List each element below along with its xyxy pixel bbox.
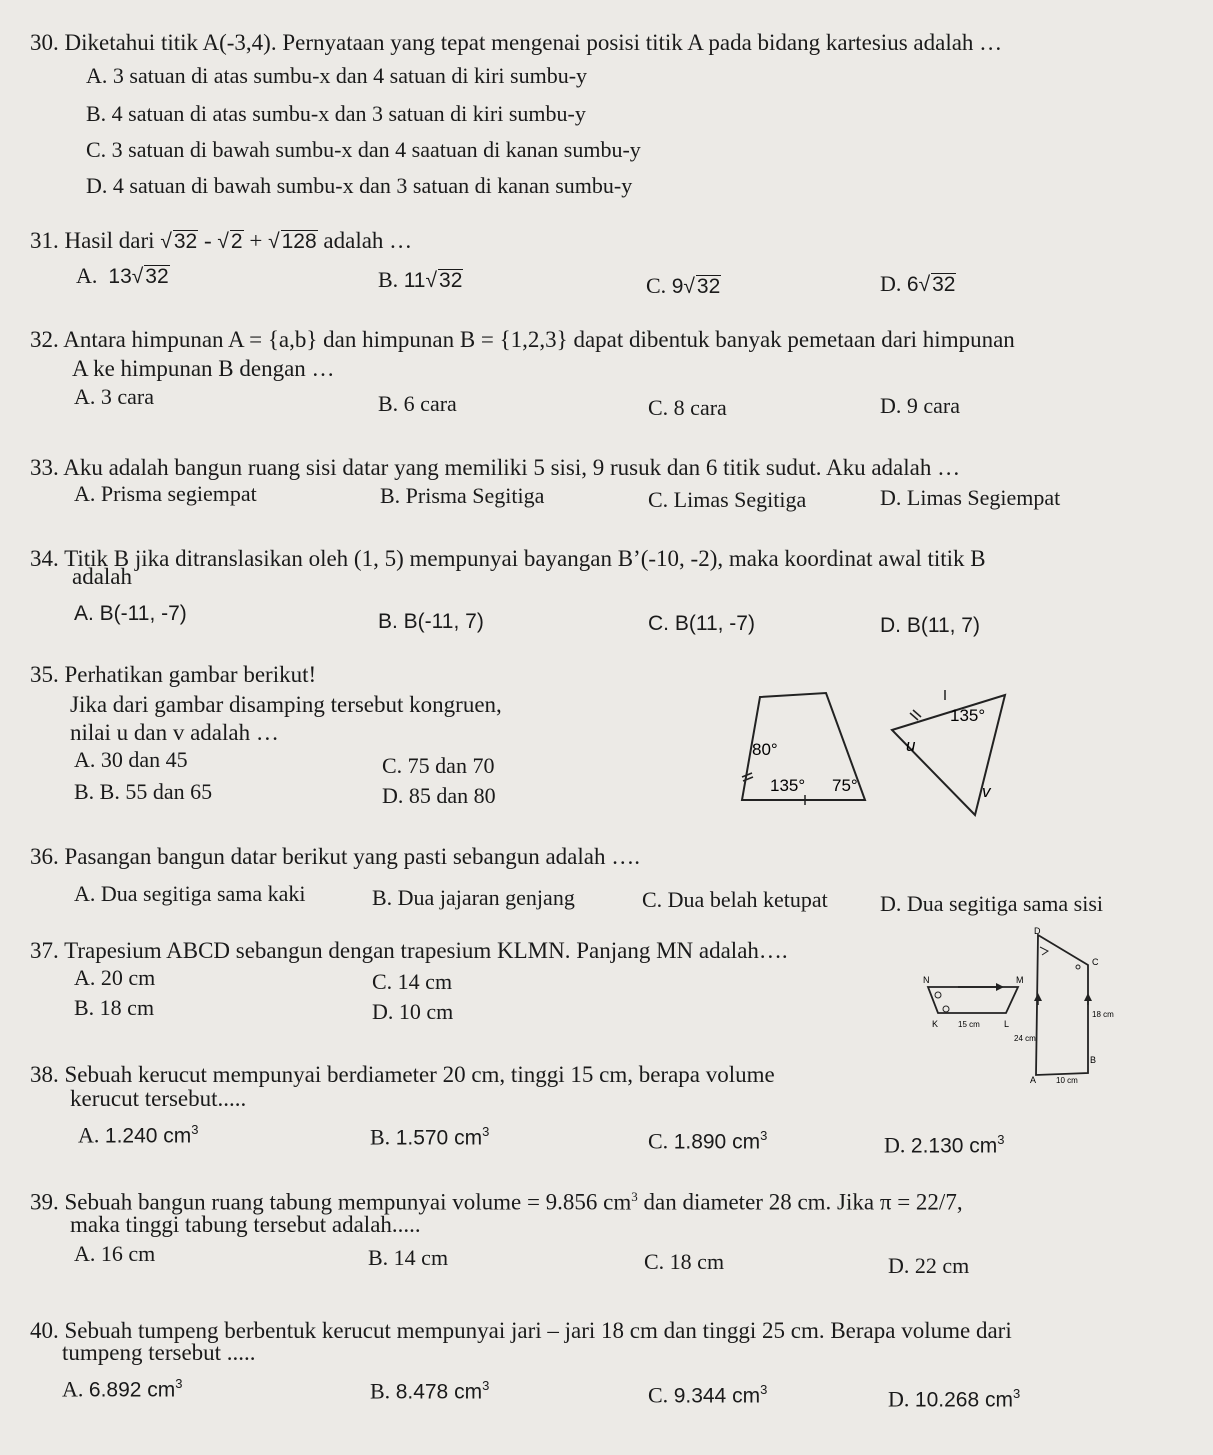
q38-line2: kerucut tersebut..... (70, 1086, 247, 1111)
q38-number: 38. (30, 1062, 59, 1087)
q38-option-c: C. 1.890 $cm^3$ (648, 1128, 768, 1154)
q39-option-c: C. 18 cm (644, 1249, 725, 1274)
q39-line1-a: Sebuah bangun ruang tabung mempunyai volume = 9.856 cm (64, 1189, 632, 1215)
q40-line1: Sebuah tumpeng berbentuk kerucut mempunyai jari – jari 18 cm dan tinggi 25 cm. Berapa volume dari (64, 1318, 1012, 1343)
q31-stem: 31. Hasil dari √32 - √2 + √128 adalah … (30, 228, 413, 253)
q37-trapezium-klmn (928, 987, 1018, 1013)
q35-label-80: 80° (752, 740, 778, 759)
q35-stem (30, 660, 316, 690)
q37-label-b: B (1090, 1055, 1097, 1065)
q31-op2: + (249, 228, 263, 253)
q36-option-c: C. Dua belah ketupat (642, 887, 828, 912)
q36-stem (30, 842, 640, 872)
q36-number: 36. (30, 844, 59, 869)
q31-term3: 128 (281, 230, 317, 253)
q33-option-c: C. Limas Segitiga (648, 487, 807, 512)
q32-option-a: A. 3 cara (74, 384, 155, 409)
q36-option-d: D. Dua segitiga sama sisi (880, 891, 1104, 916)
q31-suffix: adalah … (323, 228, 413, 253)
q30-option-a: A. 3 satuan di atas sumbu-x dan 4 satuan di kiri sumbu-y (86, 63, 588, 88)
q35-option-b: B. B. 55 dan 65 (74, 779, 213, 804)
q37-label-a: A (1030, 1075, 1037, 1085)
q33-option-d: D. Limas Segiempat (880, 485, 1061, 510)
q37-number: 37. (30, 938, 59, 963)
q34-option-c: C. B(11, -7) (648, 612, 755, 635)
q31-option-c: C. 9√32 (646, 273, 721, 298)
q39-option-a: A. 16 cm (74, 1241, 156, 1266)
q37-option-a: A. 20 cm (74, 965, 156, 990)
q32-option-b: B. 6 cara (378, 391, 457, 416)
q35-option-a: A. 30 dan 45 (74, 747, 188, 772)
q30-option-c: C. 3 satuan di bawah sumbu-x dan 4 saatuan di kanan sumbu-y (86, 137, 641, 162)
q34-option-b: B. B(-11, 7) (378, 610, 484, 633)
q30-option-b: B. 4 satuan di atas sumbu-x dan 3 satuan di kiri sumbu-y (86, 101, 586, 126)
q37-text: Trapesium ABCD sebangun dengan trapesium KLMN. Panjang MN adalah…. (64, 938, 788, 963)
q38-option-d: D. 2.130 $cm^3$ (884, 1132, 1005, 1158)
q32-stem (30, 325, 1015, 355)
q34-number: 34. (30, 546, 59, 571)
q33-text: Aku adalah bangun ruang sisi datar yang memiliki 5 sisi, 9 rusuk dan 6 titik sudut. Aku adalah … (63, 455, 961, 480)
q32-line1: Antara himpunan A = {a,b} dan himpunan B = {1,2,3} dapat dibentuk banyak pemetaan dari himpunan (63, 327, 1015, 352)
q35-text: Perhatikan gambar berikut! (64, 662, 317, 687)
q31-option-d: D. 6√32 (880, 271, 956, 296)
q34-stem (30, 544, 986, 574)
q37-stem (30, 936, 788, 966)
q38-line1: Sebuah kerucut mempunyai berdiameter 20 cm, tinggi 15 cm, berapa volume (64, 1062, 775, 1087)
q39-option-d: D. 22 cm (888, 1253, 970, 1278)
q35-label-75: 75° (832, 776, 858, 795)
q30-option-d: D. 4 satuan di bawah sumbu-x dan 3 satuan di kanan sumbu-y (86, 173, 633, 198)
q31-op1: - (203, 228, 212, 253)
q31-number: 31. (30, 228, 59, 253)
q37-label-ad: 24 cm (1014, 1034, 1036, 1043)
q32-number: 32. (30, 327, 59, 352)
q35-option-c: C. 75 dan 70 (382, 753, 495, 778)
q37-option-d: D. 10 cm (372, 999, 454, 1024)
q36-option-b: B. Dua jajaran genjang (372, 885, 575, 910)
q35-number: 35. (30, 662, 59, 687)
q33-number: 33. (30, 455, 59, 480)
q33-stem (30, 453, 960, 483)
q34-option-d: D. B(11, 7) (880, 614, 980, 637)
q37-label-ab: 10 cm (1056, 1076, 1078, 1085)
q31-option-a: A. 13√32 (76, 263, 169, 288)
q36-text: Pasangan bangun datar berikut yang pasti sebangun adalah …. (64, 844, 640, 869)
q35-label-135-left: 135° (770, 776, 806, 795)
q38-option-b: B. 1.570 $cm^3$ (370, 1124, 490, 1150)
q38-option-a: A. 1.240 $cm^3$ (78, 1122, 199, 1148)
q40-option-d: D. 10.268 $cm^3$ (888, 1386, 1021, 1412)
q37-option-b: B. 18 cm (74, 995, 155, 1020)
q35-label-135-right: 135° (950, 706, 986, 725)
q35-line3: nilai u dan v adalah … (70, 720, 279, 745)
q31-term2: 2 (230, 230, 243, 253)
q33-option-a: A. Prisma segiempat (74, 481, 257, 506)
q34-line1: Titik B jika ditranslasikan oleh (1, 5) mempunyai bayangan B’(-10, -2), maka koordinat awal titik B (64, 546, 986, 571)
q35-label-u: u (906, 736, 916, 755)
q31-prefix: Hasil dari (64, 228, 155, 253)
q39-option-b: B. 14 cm (368, 1245, 449, 1270)
q30-stem (30, 28, 1002, 58)
q39-line1-b: dan diameter 28 cm. Jika π = 22/7, (637, 1189, 963, 1215)
q34-line2: adalah (72, 564, 133, 589)
q37-label-kl: 15 cm (958, 1020, 980, 1029)
q40-option-a: A. 6.892 $cm^3$ (62, 1376, 183, 1402)
q40-option-b: B. 8.478 $cm^3$ (370, 1378, 490, 1404)
q32-option-d: D. 9 cara (880, 393, 961, 418)
q31-option-b: B. 11√32 (378, 267, 463, 292)
q37-trapezium-abcd (1036, 935, 1088, 1075)
q31-term1: 32 (173, 230, 198, 253)
q37-label-k: K (932, 1019, 939, 1029)
q33-option-b: B. Prisma Segitiga (380, 483, 545, 508)
q39-number: 39. (30, 1189, 59, 1215)
q37-label-bc: 18 cm (1092, 1010, 1114, 1019)
q34-option-a: A. B(-11, -7) (74, 602, 187, 625)
q35-line2: Jika dari gambar disamping tersebut kongruen, (70, 692, 502, 717)
q37-label-d: D (1034, 926, 1041, 936)
q30-number: 30. (30, 30, 59, 55)
q37-label-c: C (1092, 957, 1099, 967)
q35-label-v: v (982, 782, 991, 801)
q39-line1-sup: 3 (631, 1189, 638, 1204)
q30-text: Diketahui titik A(-3,4). Pernyataan yang tepat mengenai posisi titik A pada bidang kartesius adalah … (64, 30, 1003, 55)
q32-line2: A ke himpunan B dengan … (72, 356, 335, 381)
q40-number: 40. (30, 1318, 59, 1343)
q40-option-c: C. 9.344 $cm^3$ (648, 1382, 768, 1408)
q37-label-l: L (1004, 1019, 1010, 1029)
q35-option-d: D. 85 dan 80 (382, 783, 496, 808)
q37-option-c: C. 14 cm (372, 969, 453, 994)
q40-line2: tumpeng tersebut ..... (62, 1340, 256, 1365)
q39-line2: maka tinggi tabung tersebut adalah..... (70, 1212, 421, 1237)
q37-label-m: M (1016, 975, 1024, 985)
q32-option-c: C. 8 cara (648, 395, 727, 420)
q35-congruent-figure (720, 685, 1040, 820)
q36-option-a: A. Dua segitiga sama kaki (74, 881, 306, 906)
q37-trapezium-figure (918, 925, 1118, 1090)
q37-label-n: N (923, 975, 930, 985)
